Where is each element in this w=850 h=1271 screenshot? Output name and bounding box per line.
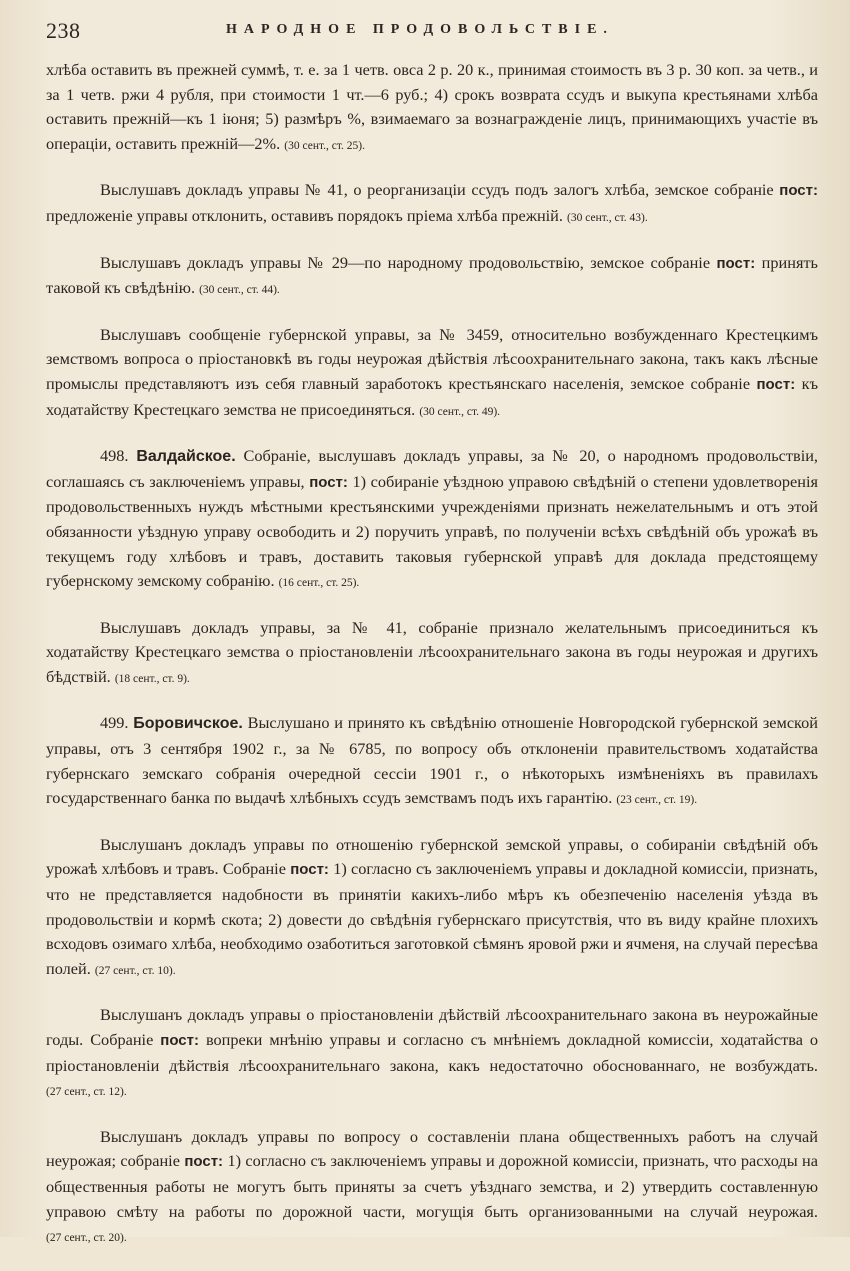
section-number: 498.	[100, 446, 129, 466]
paragraph-text: Выслушанъ докладъ управы по отношенію губернской земской управы, о собираніи свѣдѣній объ урожаѣ хлѣбовъ и травъ. Собраніе	[46, 834, 818, 879]
paragraph-text: 1) согласно съ заключеніемъ управы и дорожной комиссіи, признать, что расходы на общественныя работы не могутъ быть приняты за счетъ уѣзднаго земства, и 2) утвердить составленную управою смѣту на работы по дорожной части, могущія быть организованными на случай неурожая.	[46, 1151, 818, 1221]
paragraph-text: Выслушанъ докладъ управы по вопросу о составленіи плана общественныхъ работъ на случай неурожая; собраніе	[46, 1126, 818, 1171]
reference: (18 сент., ст. 9).	[114, 672, 190, 685]
paragraph-text: Выслушано и принято къ свѣдѣнію отношеніе Новгородской губернской земской управы, отъ 3 сентября 1902 г., за № 6785, по вопросу объ отклоненіи правительствомъ ходатайства губернскаго земскаго собранія очередной сессіи 1901 г., о нѣкоторыхъ измѣненіяхъ въ правилахъ государственнаго банка по выдачѣ хлѣбныхъ ссудъ земствамъ подъ ихъ гарантію.	[46, 713, 818, 808]
section-number: 499.	[100, 713, 129, 733]
resolution-keyword: пост:	[290, 861, 329, 879]
reference: (30 сент., ст. 25).	[284, 139, 365, 152]
page-body	[46, 58, 818, 1271]
resolution-keyword: пост:	[309, 473, 348, 491]
reference: (27 сент., ст. 10).	[94, 964, 176, 977]
paragraph-text: 1) согласно съ заключеніемъ управы и докладной комиссіи, признать, что не представляется надобности въ принятіи какихъ-либо мѣръ къ обезпеченію населенія уѣзда въ продовольствіи и кормѣ скота; 2) довести до свѣдѣнія губернскаго присутствія, что въ виду крайне плохихъ всходовъ озимаго хлѣба, необходимо озаботиться заготовкой сѣмянъ яровой ржи и ячменя, на случай пересѣва полей.	[46, 859, 819, 978]
section-paragraph	[46, 711, 818, 812]
paragraph	[46, 1003, 818, 1104]
paragraph	[46, 178, 818, 230]
page-number: 238	[46, 18, 81, 43]
paragraph-text: принять таковой къ свѣдѣнію.	[46, 252, 818, 298]
reference: (27 сент., ст. 20).	[46, 1232, 127, 1245]
paragraph-text: къ ходатайству Крестецкаго земства не присоединяться.	[46, 373, 819, 419]
reference: (30 сент., ст. 43).	[567, 211, 648, 224]
paragraph-text: Собраніе, выслушавъ докладъ управы, за № 20, о народномъ продовольствіи, соглашаясь съ заключеніемъ управы,	[46, 446, 818, 491]
paragraph-text: вопреки мнѣнію управы и согласно съ мнѣніемъ докладной комиссіи, ходатайства о пріостановленіи дѣйствія лѣсоохранительнаго закона, какъ недостаточно обоснованнаго, не возбуждать.	[46, 1030, 819, 1075]
paragraph	[46, 616, 818, 692]
running-title: НАРОДНОЕ ПРОДОВОЛЬСТВІЕ.	[226, 22, 614, 37]
resolution-keyword: пост:	[756, 375, 796, 393]
paragraph-continuation	[46, 58, 818, 158]
paragraph	[46, 1125, 818, 1251]
reference: (30 сент., ст. 49).	[419, 405, 501, 418]
paragraph-text: Выслушавъ сообщеніе губернской управы, за № 3459, относительно возбужденнаго Крестецкимъ земствомъ вопроса о пріостановкѣ въ годы неурожая дѣйствія лѣсоохранительнаго закона, такъ какъ лѣсные промыслы представляютъ изъ себя главный заработокъ крестьянскаго населенія, земское собраніе	[46, 324, 818, 393]
paragraph	[46, 833, 818, 984]
resolution-keyword: пост:	[716, 254, 756, 272]
reference: (30 сент., ст. 44).	[199, 284, 280, 297]
paragraph-text: Выслушавъ докладъ управы № 41, о реорганизаціи ссудъ подъ залогъ хлѣба, земское собраніе	[100, 180, 774, 200]
district-name: Боровичское.	[133, 715, 243, 733]
resolution-keyword: пост:	[184, 1153, 224, 1171]
district-name: Валдайское.	[136, 448, 236, 466]
resolution-keyword: пост:	[160, 1032, 199, 1049]
resolution-keyword: пост:	[779, 182, 818, 200]
paragraph	[46, 251, 818, 303]
reference: (27 сент., ст. 12).	[46, 1086, 127, 1099]
paragraph-text: предложеніе управы отклонить, оставивъ порядокъ пріема хлѣба прежній.	[46, 205, 563, 225]
page-header	[46, 18, 810, 48]
paragraph-text: хлѣба оставить въ прежней суммѣ, т. е. за 1 четв. овса 2 р. 20 к., принимая стоимость въ 3 р. 30 коп. за четв., и за 1 четв. ржи 4 рубля, при стоимости 1 чт.—6 руб.; 4) срокъ возврата ссудъ и выкупа крестьянами хлѣба оставить прежній—къ 1 іюня; 5) размѣръ %, взимаемаго за вознагражденіе лицъ, принимающихъ участіе въ операціи, оставить прежній—2%.	[46, 60, 818, 153]
paragraph-text: Выслушанъ докладъ управы о пріостановленіи дѣйствій лѣсоохранительнаго закона въ неурожайные годы. Собраніе	[46, 1005, 818, 1049]
paragraph-text: Выслушавъ докладъ управы № 29—по народному продовольствію, земское собраніе	[100, 252, 711, 272]
section-paragraph	[46, 444, 818, 596]
reference: (16 сент., ст. 25).	[278, 577, 360, 590]
paragraph	[46, 323, 818, 424]
paragraph-text: 1) собираніе уѣздною управою свѣдѣній о степени удовлетворенія продовольственныхъ нуждъ мѣстными крестьянскими учрежденіями признать нежелательнымъ и отъ этой обязанности уѣздную управу освободить и 2) поручить управѣ, по полученіи всѣхъ свѣдѣній объ урожаѣ въ текущемъ году хлѣбовъ и травъ, доставить таковыя губернской управѣ для доклада предстоящему губернскому земскому собранію.	[46, 471, 818, 591]
paragraph-text: Выслушавъ докладъ управы, за № 41, собраніе признало желательнымъ присоединиться къ ходатайству Крестецкаго земства о пріостановленіи лѣсоохранительнаго закона въ годы неурожая и другихъ бѣдствій.	[46, 617, 818, 686]
reference: (23 сент., ст. 19).	[616, 794, 698, 807]
